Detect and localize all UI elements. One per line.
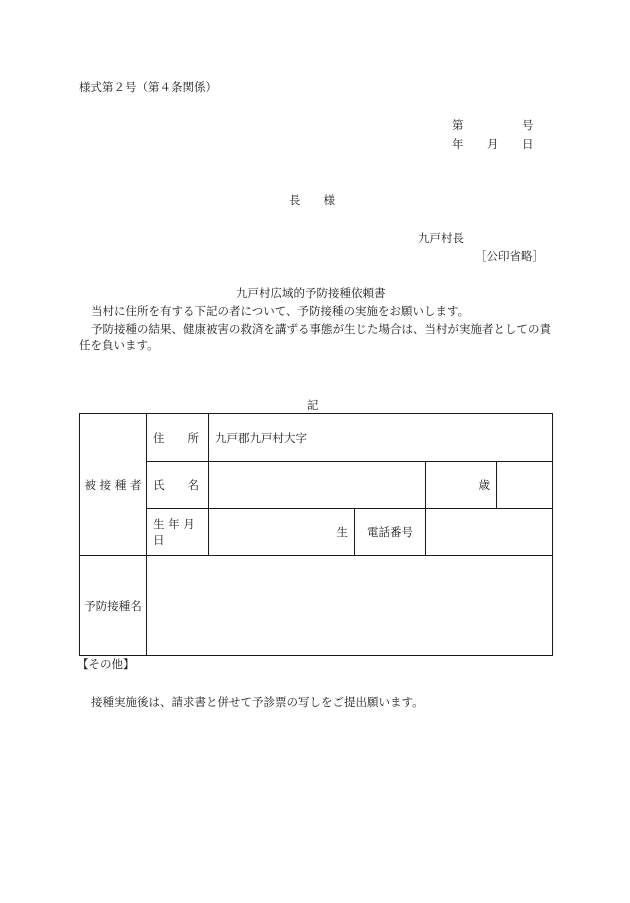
vaccine-label: 予防接種名: [80, 556, 147, 656]
seal-note: ［公印省略］: [475, 249, 544, 263]
dob-field[interactable]: 生: [209, 509, 355, 556]
age-field[interactable]: [497, 462, 553, 509]
ref-number-suffix: 号: [522, 118, 534, 132]
name-field[interactable]: [209, 462, 426, 509]
document-title: 九戸村広域的予防接種依頼書: [236, 286, 386, 300]
vaccine-field[interactable]: [147, 556, 553, 656]
address-field[interactable]: 九戸郡九戸村大字: [209, 414, 553, 462]
body-paragraph: 当村に住所を有する下記の者について、予防接種の実施をお願いします。: [91, 304, 470, 318]
body-paragraph: 予防接種の結果、健康被害の救済を講ずる事態が生じた場合は、当村が実施者としての責任を負います。: [79, 322, 551, 352]
date-day: 日: [522, 137, 534, 151]
other-heading: 【その他】: [77, 657, 135, 671]
date-month: 月: [487, 137, 499, 151]
recipient-label: 被 接 種 者: [80, 414, 147, 556]
recipient-table: [79, 413, 553, 656]
phone-label: 電話番号: [355, 509, 426, 556]
name-label: 氏 名: [147, 462, 209, 509]
issuer: 九戸村長: [418, 231, 464, 245]
date-year: 年: [452, 137, 464, 151]
form-number: 様式第２号（第４条関係）: [79, 80, 217, 94]
ki-heading: 記: [307, 398, 319, 412]
address-label: 住 所: [147, 414, 209, 462]
dob-label: 生 年 月 日: [147, 509, 209, 556]
addressee: 長 様: [289, 193, 335, 207]
phone-field[interactable]: [426, 509, 553, 556]
ref-number-prefix: 第: [452, 118, 464, 132]
other-note: 接種実施後は、請求書と併せて予診票の写しをご提出願います。: [91, 695, 424, 709]
age-unit: 歳: [426, 462, 497, 509]
